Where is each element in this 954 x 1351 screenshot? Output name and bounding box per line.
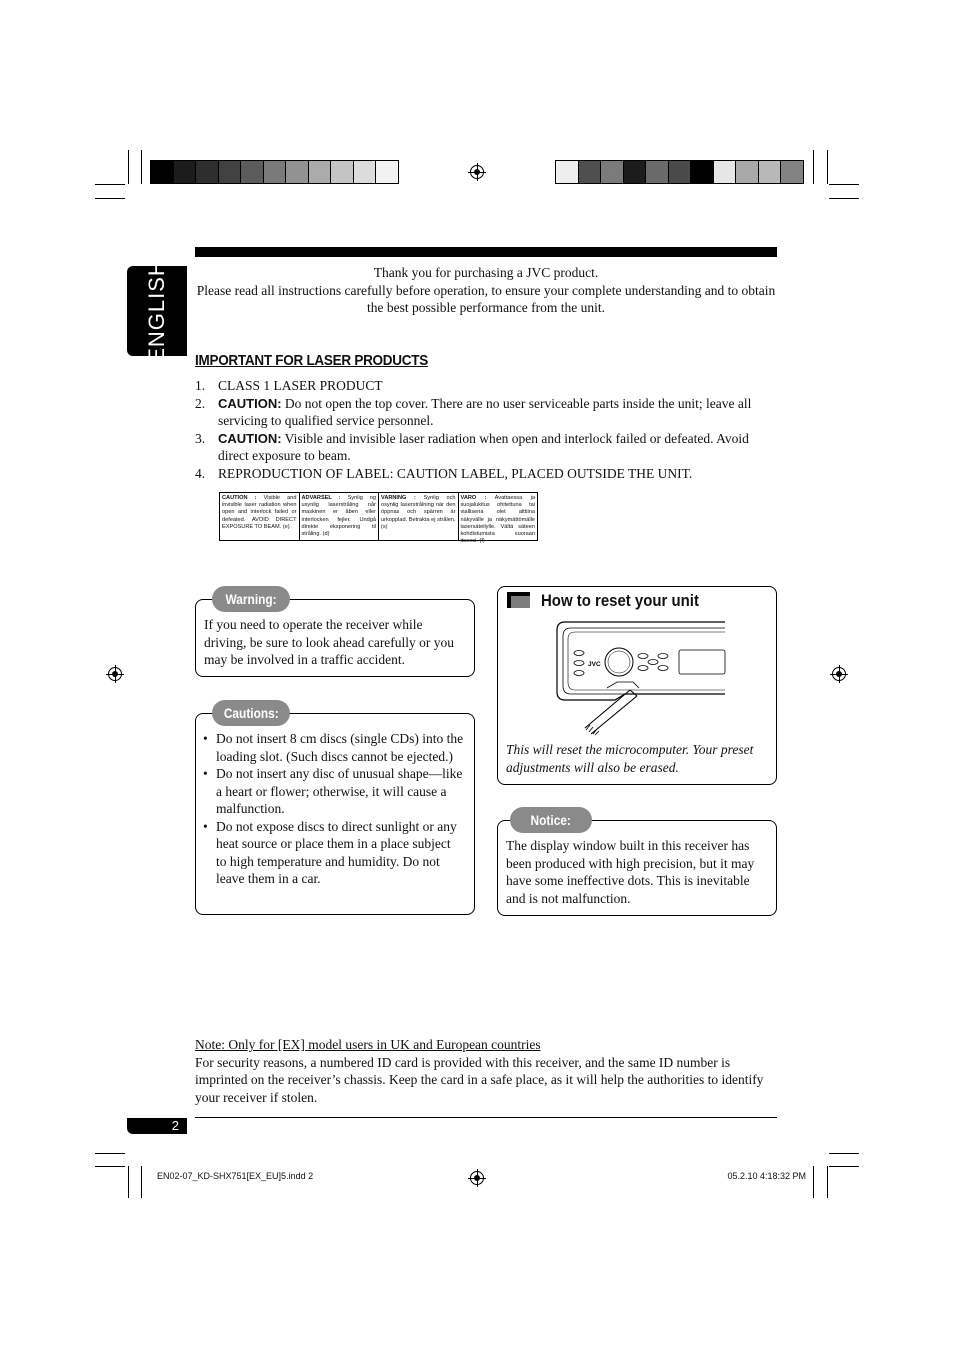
color-swatch bbox=[601, 161, 624, 183]
crop-mark bbox=[95, 198, 125, 199]
cautions-list bbox=[196, 730, 464, 888]
crop-mark bbox=[829, 184, 859, 185]
caution-label: CAUTION: bbox=[218, 430, 282, 446]
date-slug: 05.2.10 4:18:32 PM bbox=[727, 1171, 806, 1181]
color-swatch bbox=[219, 161, 242, 183]
color-swatch bbox=[241, 161, 264, 183]
crop-mark bbox=[829, 198, 859, 199]
notice-text: The display window built in this receiver has been produced with high precision, but it may have some ineffective dots. This is inevitable and is not malfunction. bbox=[506, 838, 755, 906]
list-item: • Do not insert any disc of unusual shape—like a heart or flower; otherwise, it will cause a malfunction. bbox=[196, 765, 464, 818]
label-cell-swedish: VARNING : Synlig och osynlig laserstrålning när den öppnas och spärren är urkopplad. Betrakta ej strålen. (s) bbox=[379, 493, 459, 540]
id-card-note-heading: Note: Only for [EX] model users in UK and European countries bbox=[195, 1037, 541, 1052]
list-text: REPRODUCTION OF LABEL: CAUTION LABEL, PLACED OUTSIDE THE UNIT. bbox=[218, 465, 693, 481]
id-card-note-text: For security reasons, a numbered ID card is provided with this receiver, and the same ID number is imprinted on the receiver’s chassis. Keep the card in a safe place, as it will help the authorities to identify your receiver if stolen. bbox=[195, 1054, 764, 1105]
color-swatch bbox=[151, 161, 174, 183]
notice-badge: Notice: bbox=[510, 807, 592, 833]
crop-mark bbox=[128, 1166, 129, 1198]
laser-list bbox=[195, 377, 777, 482]
crop-mark bbox=[95, 1153, 125, 1154]
crop-mark bbox=[813, 1166, 814, 1198]
label-cell-finnish: VARO : Avattaessa ja suojalukitus ohitettuna tai viallisena olet alttiina näkyvälle ja näkymättömälle lasersäteilylle. Vältä säteen kohdistumista suoraan itseesi. (f) bbox=[460, 495, 535, 545]
list-item: • Do not expose discs to direct sunlight or any heat source or place them in a place subject to high temperature and humidity. Do not leave them in a car. bbox=[196, 818, 464, 888]
list-item bbox=[195, 377, 777, 395]
color-swatch bbox=[331, 161, 354, 183]
color-swatch bbox=[354, 161, 377, 183]
caution-label-reproduction bbox=[219, 492, 538, 545]
list-item: • Do not insert 8 cm discs (single CDs) into the loading slot. (Such discs cannot be ejected.) bbox=[196, 730, 464, 765]
id-card-note bbox=[195, 1036, 777, 1106]
intro-line-1: Thank you for purchasing a JVC product. bbox=[373, 265, 599, 280]
list-text: Visible and invisible laser radiation when open and interlock failed or defeated. Avoid direct exposure to beam. bbox=[218, 430, 749, 463]
file-slug: EN02-07_KD-SHX751[EX_EU]5.indd 2 bbox=[157, 1171, 314, 1181]
list-number: 3. bbox=[195, 430, 206, 446]
color-calibration-bar-right bbox=[555, 160, 804, 184]
list-number: 1. bbox=[195, 378, 206, 393]
laser-section-title: IMPORTANT FOR LASER PRODUCTS bbox=[195, 352, 428, 369]
color-swatch bbox=[556, 161, 579, 183]
registration-mark-icon bbox=[470, 1171, 484, 1185]
color-swatch bbox=[264, 161, 287, 183]
color-swatch bbox=[624, 161, 647, 183]
intro-line-2: Please read all instructions carefully before operation, to ensure your complete understanding and to obtain the best possible performance from the unit. bbox=[196, 282, 776, 315]
list-item bbox=[195, 430, 777, 465]
list-number: 4. bbox=[195, 465, 206, 481]
list-text: Do not open the top cover. There are no user serviceable parts inside the unit; leave all servicing to qualified service personnel. bbox=[218, 395, 752, 428]
color-swatch bbox=[781, 161, 803, 183]
label-cell-english: CAUTION : Visible and invisible laser radiation when open and interlock failed or defeated. AVOID DIRECT EXPOSURE TO BEAM. (e) bbox=[220, 493, 300, 540]
list-number: 2. bbox=[195, 395, 206, 411]
reset-note: This will reset the microcomputer. Your preset adjustments will also be erased. bbox=[506, 742, 754, 775]
intro-text bbox=[195, 264, 777, 317]
color-swatch bbox=[579, 161, 602, 183]
warning-text: If you need to operate the receiver while driving, be sure to look ahead carefully or you may be involved in a traffic accident. bbox=[204, 617, 455, 667]
color-swatch bbox=[646, 161, 669, 183]
crop-mark bbox=[141, 150, 142, 184]
color-swatch bbox=[669, 161, 692, 183]
list-item bbox=[195, 465, 777, 483]
footer-rule bbox=[195, 1117, 777, 1118]
label-cell-danish: ADVARSEL : Synlig og usynlig laserstråling når maskinen er åben eller interlocken fejler. Undgå direkte eksponering til stråling. (d) bbox=[300, 493, 380, 540]
cautions-badge: Cautions: bbox=[212, 700, 290, 726]
color-swatch bbox=[286, 161, 309, 183]
crop-mark bbox=[829, 1153, 859, 1154]
registration-mark-icon bbox=[470, 165, 484, 179]
crop-mark bbox=[128, 150, 129, 184]
warning-badge: Warning: bbox=[212, 586, 290, 612]
color-swatch bbox=[691, 161, 714, 183]
caution-label: CAUTION: bbox=[218, 395, 282, 411]
list-text: CLASS 1 LASER PRODUCT bbox=[218, 378, 383, 393]
crop-mark bbox=[141, 1166, 142, 1198]
language-tab-label: ENGLISH bbox=[144, 259, 169, 363]
header-rule bbox=[195, 247, 777, 257]
crop-mark bbox=[827, 1166, 828, 1198]
color-swatch bbox=[196, 161, 219, 183]
brand-logo: JVC bbox=[588, 661, 601, 668]
color-swatch bbox=[736, 161, 759, 183]
receiver-faceplate-illustration bbox=[555, 620, 727, 740]
color-swatch bbox=[714, 161, 737, 183]
crop-mark bbox=[813, 150, 814, 184]
registration-mark-icon bbox=[108, 667, 122, 681]
color-swatch bbox=[309, 161, 332, 183]
crop-mark bbox=[95, 1166, 125, 1167]
color-calibration-bar-left bbox=[150, 160, 399, 184]
reset-title: How to reset your unit bbox=[541, 591, 699, 610]
color-swatch bbox=[376, 161, 398, 183]
crop-mark bbox=[95, 184, 125, 185]
page-number: 2 bbox=[127, 1118, 187, 1134]
section-marker-icon bbox=[507, 592, 530, 608]
list-item bbox=[195, 395, 777, 430]
crop-mark bbox=[827, 150, 828, 184]
color-swatch bbox=[759, 161, 782, 183]
registration-mark-icon bbox=[832, 667, 846, 681]
color-swatch bbox=[174, 161, 197, 183]
language-tab bbox=[127, 259, 187, 363]
crop-mark bbox=[829, 1166, 859, 1167]
